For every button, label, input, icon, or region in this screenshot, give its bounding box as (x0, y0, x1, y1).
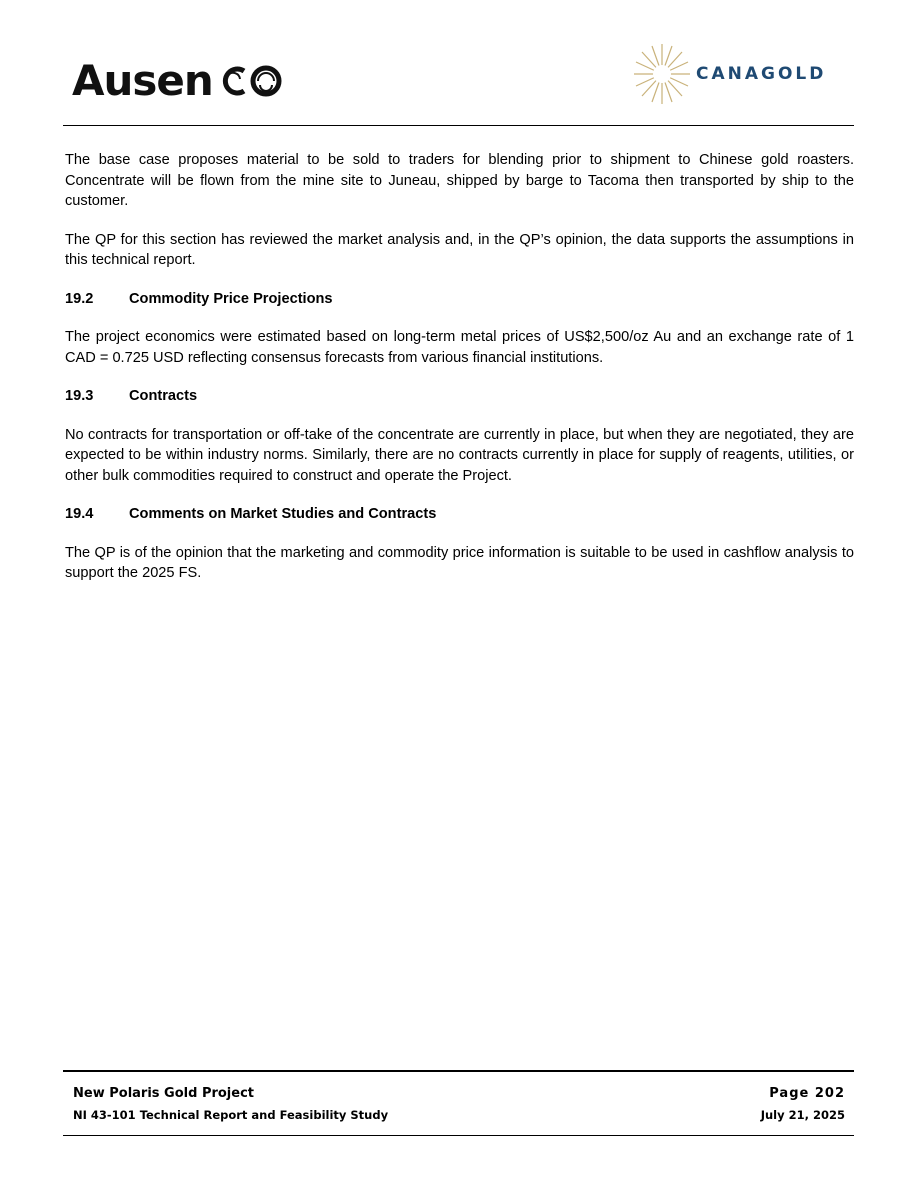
section-title: Contracts (129, 388, 198, 404)
ausenco-logo-letters: Ausen (72, 56, 213, 105)
ausenco-logo (72, 58, 288, 104)
section-title: Comments on Market Studies and Contracts (129, 506, 437, 522)
section-title: Commodity Price Projections (129, 290, 333, 307)
document-body (65, 150, 854, 602)
section-heading-19-2 (65, 289, 854, 310)
footer-top-divider (63, 1070, 854, 1072)
page-header (0, 0, 918, 130)
section-number: 19.2 (65, 290, 94, 307)
section-number: 19.4 (65, 506, 94, 522)
footer-bottom-divider (63, 1135, 854, 1136)
section-heading-19-4 (65, 504, 854, 525)
section-number: 19.3 (65, 388, 94, 404)
section-paragraph: No contracts for transportation or off-take of the concentrate are currently in place, but when they are negotiated, they are expected to be within industry norms. Similarly, there are no contracts currently in place for supply of reagents, utilities, or other bulk commodities required to construct and operate the Project. (65, 426, 854, 484)
footer-right (761, 1084, 845, 1126)
footer-page-number: Page 202 (769, 1086, 845, 1101)
body-paragraph: The base case proposes material to be sold to traders for blending prior to shipment to Chinese gold roasters. Concentrate will be flown from the mine site to Juneau, shipped by barge to Tacoma then transported by ship to the customer. (65, 152, 854, 209)
body-paragraph: The QP for this section has reviewed the market analysis and, in the QP’s opinion, the data supports the assumptions in this technical report. (65, 231, 854, 268)
section-paragraph: The QP is of the opinion that the marketing and commodity price information is suitable to be used in cashflow analysis to support the 2025 FS. (65, 544, 854, 581)
header-divider (63, 125, 854, 126)
footer-report-name: NI 43-101 Technical Report and Feasibility Study (73, 1108, 389, 1122)
footer-left (73, 1084, 388, 1126)
footer-project-name: New Polaris Gold Project (73, 1086, 255, 1101)
canagold-logo (632, 42, 826, 106)
canagold-wordmark: CANAGOLD (696, 64, 827, 84)
ausenco-swirl-icon (214, 63, 288, 99)
section-heading-19-3 (65, 386, 854, 407)
sunburst-icon (632, 42, 692, 106)
section-paragraph: The project economics were estimated based on long-term metal prices of US$2,500/oz Au and an exchange rate of 1 CAD = 0.725 USD reflecting consensus forecasts from various financial institutions. (65, 329, 854, 366)
footer-date: July 21, 2025 (760, 1108, 845, 1122)
